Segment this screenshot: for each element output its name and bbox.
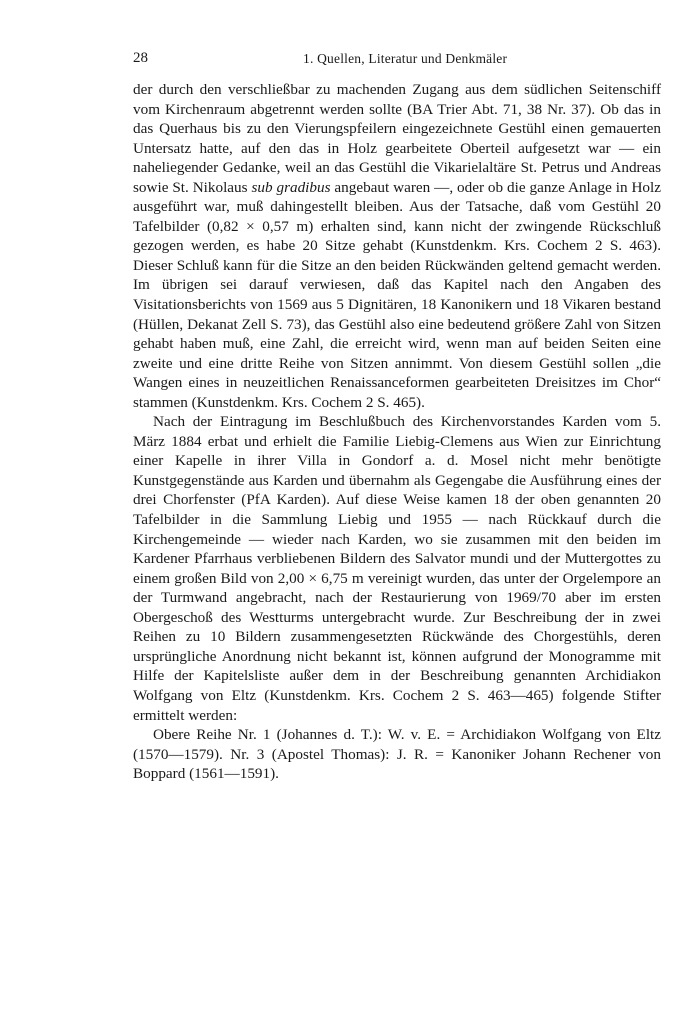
paragraph-1-italic-phrase: sub gradibus bbox=[251, 178, 331, 196]
paragraph-2: Nach der Eintragung im Beschlußbuch des Kirchenvorstandes Karden vom 5. März 1884 erbat und erhielt die Familie Liebig-Clemens aus Wien zur Einrichtung einer Kapelle in ihrer Villa in Gondorf a. d. Mosel nicht mehr benötigte Kunstgegenstände aus Karden und übernahm als Gegengabe die Ausführung eines der drei Chorfenster (PfA Karden). Auf diese Weise kamen 18 der oben genannten 20 Tafelbilder in die Sammlung Liebig und 1955 — nach Rückkauf durch die Kirchengemeinde — wieder nach Karden, wo sie zusammen mit den beiden im Kardener Pfarrhaus verbliebenen Bildern des Salvator mundi und der Muttergottes zu einem großen Bild von 2,00 × 6,75 m vereinigt wurden, das unter der Orgelempore an der Turmwand angebracht, nach der Restaurierung von 1969/70 aber im ersten Obergeschoß des Westturms untergebracht wurde. Zur Beschreibung der in zwei Reihen zu 10 Bildern zusammengesetzten Rückwände des Chorgestühls, deren ursprüngliche Anordnung nicht bekannt ist, können aufgrund der Monogramme mit Hilfe der Kapitelsliste außer dem in der Beschreibung genannten Archidiakon Wolfgang von Eltz (Kunstdenkm. Krs. Cochem 2 S. 463—465) folgende Stifter ermittelt werden: bbox=[133, 413, 661, 724]
paragraph-1-text-a: der durch den verschließbar zu machenden Zugang aus dem südlichen Seitenschiff vom Kirchenraum abgetrennt werden sollte (BA Trier Abt. 71, 38 Nr. 37). Ob das in das Querhaus bis zu den Vierungspfeilern eingezeichnete Gestühl einen gemauerten Untersatz hatte, auf den das in Holz gearbeitete Oberteil aufgesetzt war — ein naheliegender Gedanke, weil an das Gestühl die Vikarielaltäre St. Petrus und Andreas sowie St. Nikolaus bbox=[133, 81, 661, 196]
running-title: 1. Quellen, Literatur und Denkmäler bbox=[303, 51, 508, 66]
page-number: 28 bbox=[133, 50, 148, 66]
body-text bbox=[133, 80, 661, 784]
paragraph-1 bbox=[133, 80, 661, 412]
running-head bbox=[133, 50, 661, 70]
paragraph-1-text-b: angebaut waren —, oder ob die ganze Anlage in Holz ausgeführt war, muß dahingestellt bleiben. Aus der Tatsache, daß vom Gestühl 20 Tafelbilder (0,82 × 0,57 m) erhalten sind, kann nicht der zwingende Rückschluß gezogen werden, es habe 20 Sitze gehabt (Kunstdenkm. Krs. Cochem 2 S. 463). Dieser Schluß kann für die Sitze an den beiden Rückwänden geltend gemacht werden. Im übrigen sei darauf verwiesen, daß das Kapitel nach den Angaben des Visitationsberichts von 1569 aus 5 Dignitären, 18 Kanonikern und 18 Vikaren bestand (Hüllen, Dekanat Zell S. 73), das Gestühl also eine bedeutend größere Zahl von Sitzen gehabt haben muß, eine Zahl, die erreicht wird, wenn man auf beiden Seiten eine zweite und eine dritte Reihe von Sitzen annimmt. Von diesem Gestühl sollen „die Wangen eines in neuzeitlichen Renaissanceformen gearbeiteten Dreisitzes im Chor“ stammen (Kunstdenkm. Krs. Cochem 2 S. 465). bbox=[133, 178, 661, 411]
paragraph-3: Obere Reihe Nr. 1 (Johannes d. T.): W. v. E. = Archidiakon Wolfgang von Eltz (1570—1579). Nr. 3 (Apostel Thomas): J. R. = Kanoniker Johann Rechener von Boppard (1561—1591). bbox=[133, 726, 661, 783]
